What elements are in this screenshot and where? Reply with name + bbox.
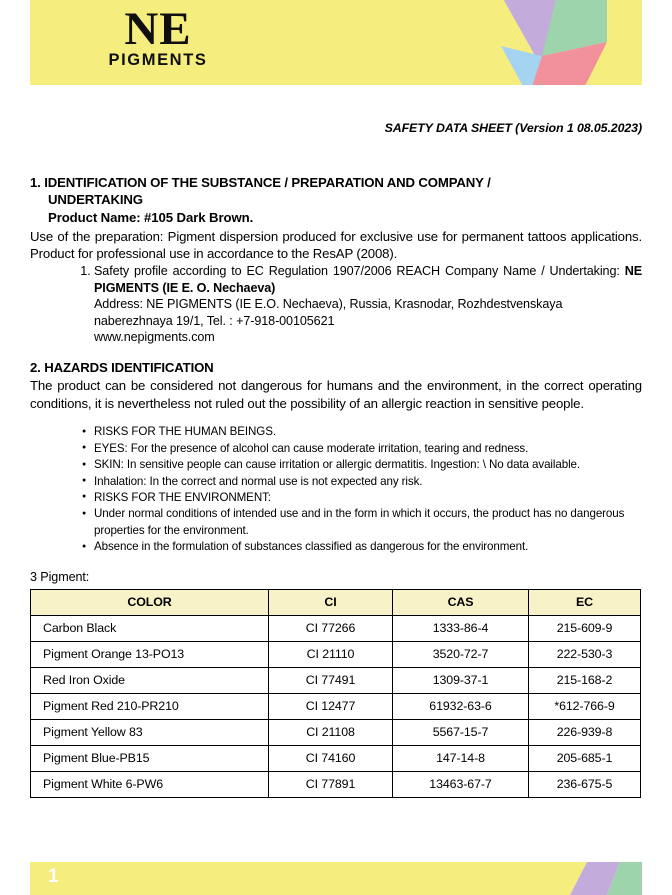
company-logo	[88, 3, 228, 70]
risks-bullet-list	[30, 424, 642, 556]
address-line-2: naberezhnaya 19/1, Tel. : +7-918-00105621	[94, 313, 335, 328]
company-website: www.nepigments.com	[94, 330, 215, 345]
cell-ec: 215-168-2	[529, 667, 641, 693]
list-item: ● Inhalation: In the correct and normal use is not expected any risk.	[82, 474, 634, 490]
column-header-ec: EC	[529, 589, 641, 615]
cell-ec: 222-530-3	[529, 641, 641, 667]
cell-cas: 5567-15-7	[393, 719, 529, 745]
cell-cas: 61932-63-6	[393, 693, 529, 719]
page-footer-band	[30, 862, 642, 895]
list-item: ● EYES: For the presence of alcohol can cause moderate irritation, tearing and redness.	[82, 441, 634, 457]
cell-ci: CI 12477	[269, 693, 393, 719]
cell-ci: CI 21108	[269, 719, 393, 745]
list-item: ● SKIN: In sensitive people can cause irritation or allergic dermatitis. Ingestion: \ No data available.	[82, 457, 634, 473]
list-item: ● Under normal conditions of intended use and in the form in which it occurs, the product has no dangerous properties for the environment.	[82, 506, 634, 539]
section1-heading-line1: 1. IDENTIFICATION OF THE SUBSTANCE / PREPARATION AND COMPANY /	[30, 175, 491, 190]
cell-ec: 226-939-8	[529, 719, 641, 745]
company-name-bold: NE PIGMENTS (IE E. O. Nechaeva)	[94, 264, 642, 295]
list-item: ● Absence in the formulation of substances classified as dangerous for the environment.	[82, 539, 634, 555]
cell-ec: 215-609-9	[529, 615, 641, 641]
page-header-band	[30, 0, 642, 85]
use-of-preparation-paragraph: Use of the preparation: Pigment dispersion produced for exclusive use for permanent tattoos applications. Product for professional use in accordance to the ResAP (2008).	[30, 228, 642, 262]
cell-cas: 13463-67-7	[393, 771, 529, 797]
cell-color: Pigment Orange 13-PO13	[31, 641, 269, 667]
cell-color: Pigment White 6-PW6	[31, 771, 269, 797]
column-header-cas: CAS	[393, 589, 529, 615]
section2-intro-paragraph: The product can be considered not dangerous for humans and the environment, in the correct operating conditions, it is nevertheless not ruled out the possibility of an allergic reaction in sensitive people.	[30, 378, 642, 411]
cell-color: Pigment Yellow 83	[31, 719, 269, 745]
cell-ci: CI 21110	[269, 641, 393, 667]
pigment-table	[30, 589, 641, 798]
product-name: Product Name: #105 Dark Brown.	[48, 209, 254, 225]
cell-color: Red Iron Oxide	[31, 667, 269, 693]
section1-heading	[30, 175, 642, 209]
page-number: 1	[48, 866, 59, 887]
cell-ci: CI 77266	[269, 615, 393, 641]
section2-heading: 2. HAZARDS IDENTIFICATION	[30, 360, 214, 376]
footer-decoration-shapes	[30, 862, 642, 895]
header-decoration-shapes	[479, 0, 642, 85]
cell-cas: 1333-86-4	[393, 615, 529, 641]
table-row	[31, 615, 641, 641]
table-row	[31, 745, 641, 771]
cell-ci: CI 77891	[269, 771, 393, 797]
logo-secondary-text: PIGMENTS	[108, 51, 208, 69]
cell-cas: 147-14-8	[393, 745, 529, 771]
logo-primary-text: NE	[124, 3, 192, 55]
column-header-color: COLOR	[31, 589, 269, 615]
footer-shape-yellow	[30, 862, 587, 895]
table-header-row	[31, 589, 641, 615]
list-item: ● RISKS FOR THE ENVIRONMENT:	[82, 490, 634, 506]
table-row	[31, 771, 641, 797]
cell-ec: 236-675-5	[529, 771, 641, 797]
cell-ci: CI 77491	[269, 667, 393, 693]
pigment-table-caption: 3 Pigment:	[30, 569, 90, 584]
table-row	[31, 693, 641, 719]
cell-ci: CI 74160	[269, 745, 393, 771]
safety-profile-text: Safety profile according to EC Regulation 1907/2006 REACH Company Name / Undertaking:	[94, 264, 625, 279]
column-header-ci: CI	[269, 589, 393, 615]
cell-color: Pigment Red 210-PR210	[31, 693, 269, 719]
cell-color: Pigment Blue-PB15	[31, 745, 269, 771]
table-row	[31, 719, 641, 745]
list-item: ● RISKS FOR THE HUMAN BEINGS.	[82, 424, 634, 440]
cell-ec: *612-766-9	[529, 693, 641, 719]
cell-color: Carbon Black	[31, 615, 269, 641]
section1-numbered-list	[30, 263, 642, 346]
safety-data-sheet-version: SAFETY DATA SHEET (Version 1 08.05.2023)	[384, 121, 642, 135]
section1-heading-line2: UNDERTAKING	[48, 191, 143, 207]
document-content	[30, 175, 642, 798]
table-row	[31, 667, 641, 693]
cell-cas: 3520-72-7	[393, 641, 529, 667]
address-line-1: Address: NE PIGMENTS (IE E.O. Nechaeva), Russia, Krasnodar, Rozhdestvenskaya	[94, 297, 563, 312]
cell-ec: 205-685-1	[529, 745, 641, 771]
list-item-safety-profile	[94, 263, 642, 346]
table-row	[31, 641, 641, 667]
cell-cas: 1309-37-1	[393, 667, 529, 693]
